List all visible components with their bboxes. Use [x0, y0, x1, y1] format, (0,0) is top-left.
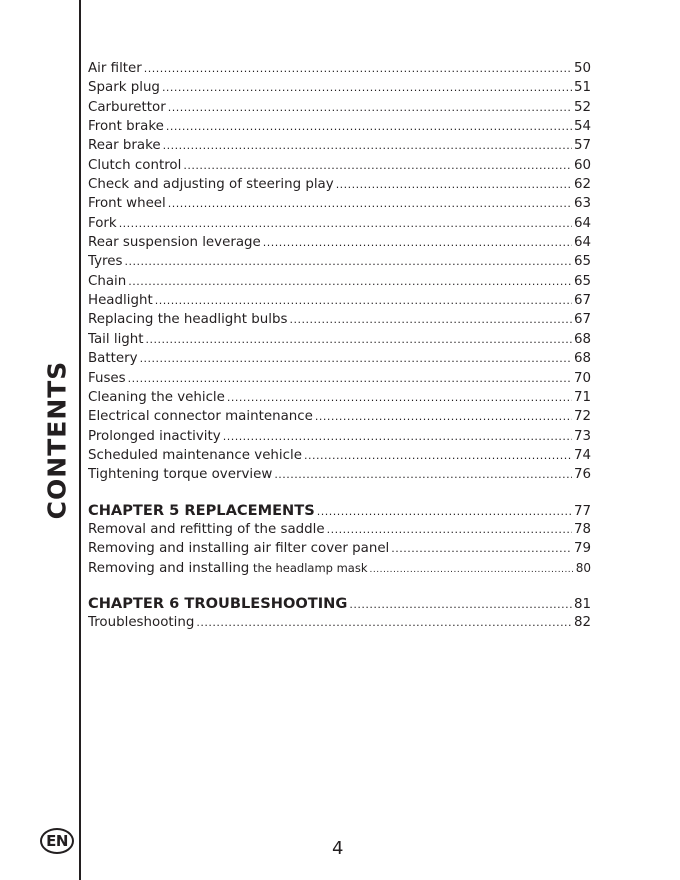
toc-entry-title: Electrical connector maintenance: [88, 409, 313, 425]
toc-entry-title: Tyres: [88, 254, 123, 270]
toc-entry-title: Rear brake: [88, 138, 161, 154]
dot-leader: [144, 59, 572, 78]
toc-entry-title: Spark plug: [88, 80, 160, 96]
toc-entry-title: Battery: [88, 351, 138, 367]
toc-entry[interactable]: [88, 117, 591, 136]
dot-leader: [166, 117, 572, 136]
toc-entry-page: 67: [573, 293, 591, 309]
toc-entry-title: Cleaning the vehicle: [88, 389, 225, 405]
toc-entry[interactable]: [88, 175, 591, 194]
dot-leader: [128, 272, 572, 291]
toc-entry-page: 71: [573, 389, 591, 405]
dot-leader: [168, 194, 572, 213]
toc-entry[interactable]: [88, 520, 591, 539]
toc-entry[interactable]: [88, 252, 591, 271]
toc-entry-title: Front wheel: [88, 196, 166, 212]
toc-entry-title: Tightening torque overview: [88, 467, 273, 483]
table-of-contents: [88, 59, 591, 633]
toc-section-maintenance: [88, 59, 591, 485]
toc-entry-page: 54: [573, 119, 591, 135]
dot-leader: [227, 388, 572, 407]
toc-entry[interactable]: [88, 465, 591, 484]
dot-leader: [304, 446, 572, 465]
language-badge-en: EN: [40, 828, 74, 854]
toc-entry-page: 62: [573, 177, 591, 193]
dot-leader: [327, 520, 572, 539]
margin-divider-line: [79, 0, 81, 880]
chapter-6-heading: CHAPTER 6 TROUBLESHOOTING: [88, 594, 348, 612]
chapter-5-page: 77: [573, 503, 591, 519]
toc-entry-page: 74: [573, 447, 591, 463]
toc-entry-title: Scheduled maintenance vehicle: [88, 447, 302, 463]
toc-entry-page: 78: [573, 521, 591, 537]
toc-entry-page: 60: [573, 157, 591, 173]
toc-entry-title: Clutch control: [88, 157, 182, 173]
toc-entry[interactable]: [88, 78, 591, 97]
toc-entry[interactable]: [88, 310, 591, 329]
toc-entry[interactable]: [88, 59, 591, 78]
toc-entry[interactable]: [88, 559, 591, 578]
toc-entry-title: Fork: [88, 215, 117, 231]
dot-leader: [168, 98, 572, 117]
dot-leader: [163, 136, 572, 155]
toc-entry[interactable]: [88, 214, 591, 233]
toc-entry[interactable]: [88, 272, 591, 291]
toc-entry-page: 68: [573, 351, 591, 367]
toc-entry-title: Prolonged inactivity: [88, 428, 221, 444]
toc-entry[interactable]: [88, 98, 591, 117]
dot-leader: [146, 330, 572, 349]
toc-entry-page: 64: [573, 235, 591, 251]
toc-entry-title: Front brake: [88, 119, 164, 135]
toc-entry-page: 68: [573, 331, 591, 347]
toc-entry-title-part: Removing and installing: [88, 560, 250, 576]
toc-entry[interactable]: [88, 446, 591, 465]
toc-entry-title: Headlight: [88, 293, 153, 309]
toc-entry-title: Removal and refitting of the saddle: [88, 521, 325, 537]
toc-entry[interactable]: [88, 156, 591, 175]
toc-entry[interactable]: [88, 613, 591, 632]
toc-section-chapter-5: [88, 520, 591, 559]
dot-leader: [128, 369, 572, 388]
toc-entry-title: Chain: [88, 273, 127, 289]
toc-entry-page: 73: [573, 428, 591, 444]
toc-entry[interactable]: [88, 194, 591, 213]
toc-entry-page: 50: [573, 61, 591, 76]
toc-entry-title: Carburettor: [88, 99, 166, 115]
dot-leader: [183, 156, 572, 175]
page-number: 4: [332, 838, 344, 859]
toc-entry-page: 79: [573, 541, 591, 557]
toc-entry[interactable]: [88, 330, 591, 349]
dot-leader: [370, 561, 574, 578]
dot-leader: [317, 502, 572, 520]
toc-entry-page: 76: [573, 467, 591, 483]
toc-entry-page: 82: [573, 615, 591, 631]
toc-entry-page: 80: [575, 560, 591, 575]
toc-entry-page: 65: [573, 273, 591, 289]
chapter-5-heading: CHAPTER 5 REPLACEMENTS: [88, 501, 315, 519]
toc-entry-title: Troubleshooting: [88, 615, 195, 631]
chapter-6-page: 81: [573, 596, 591, 612]
dot-leader: [140, 349, 572, 368]
toc-entry-page: 70: [573, 370, 591, 386]
toc-entry-title: Rear suspension leverage: [88, 235, 261, 251]
toc-entry-page: 72: [573, 409, 591, 425]
toc-entry[interactable]: [88, 369, 591, 388]
toc-entry-page: 51: [573, 80, 591, 96]
dot-leader: [119, 214, 572, 233]
toc-entry[interactable]: [88, 233, 591, 252]
dot-leader: [124, 252, 572, 271]
toc-entry-page: 65: [573, 254, 591, 270]
toc-section-chapter-6: [88, 613, 591, 632]
toc-entry-page: 64: [573, 215, 591, 231]
toc-entry-title-part: the headlamp mask: [249, 560, 368, 575]
toc-entry-title: Check and adjusting of steering play: [88, 177, 334, 193]
toc-entry-page: 63: [573, 196, 591, 212]
chapter-6-heading-row[interactable]: [88, 594, 591, 613]
dot-leader: [336, 175, 572, 194]
toc-entry[interactable]: [88, 291, 591, 310]
contents-side-title: CONTENTS: [42, 360, 72, 520]
toc-entry-title: Fuses: [88, 370, 126, 386]
toc-entry[interactable]: [88, 349, 591, 368]
toc-entry[interactable]: [88, 136, 591, 155]
dot-leader: [391, 539, 572, 558]
dot-leader: [289, 310, 571, 329]
toc-entry[interactable]: [88, 388, 591, 407]
toc-entry[interactable]: [88, 427, 591, 446]
dot-leader: [263, 233, 572, 252]
toc-entry-page: 57: [573, 138, 591, 154]
toc-entry-title: Air filter: [88, 61, 142, 76]
toc-entry-title: Removing and installing air filter cover panel: [88, 541, 390, 557]
toc-entry[interactable]: [88, 407, 591, 426]
dot-leader: [349, 595, 572, 613]
dot-leader: [274, 465, 572, 484]
dot-leader: [223, 427, 572, 446]
toc-entry-title: Replacing the headlight bulbs: [88, 312, 288, 328]
chapter-5-heading-row[interactable]: [88, 501, 591, 520]
toc-entry-title: Tail light: [88, 331, 144, 347]
toc-entry[interactable]: [88, 539, 591, 558]
dot-leader: [162, 78, 572, 97]
dot-leader: [196, 613, 572, 632]
dot-leader: [155, 291, 572, 310]
toc-entry-page: 67: [573, 312, 591, 328]
dot-leader: [315, 407, 572, 426]
toc-entry-page: 52: [573, 99, 591, 115]
